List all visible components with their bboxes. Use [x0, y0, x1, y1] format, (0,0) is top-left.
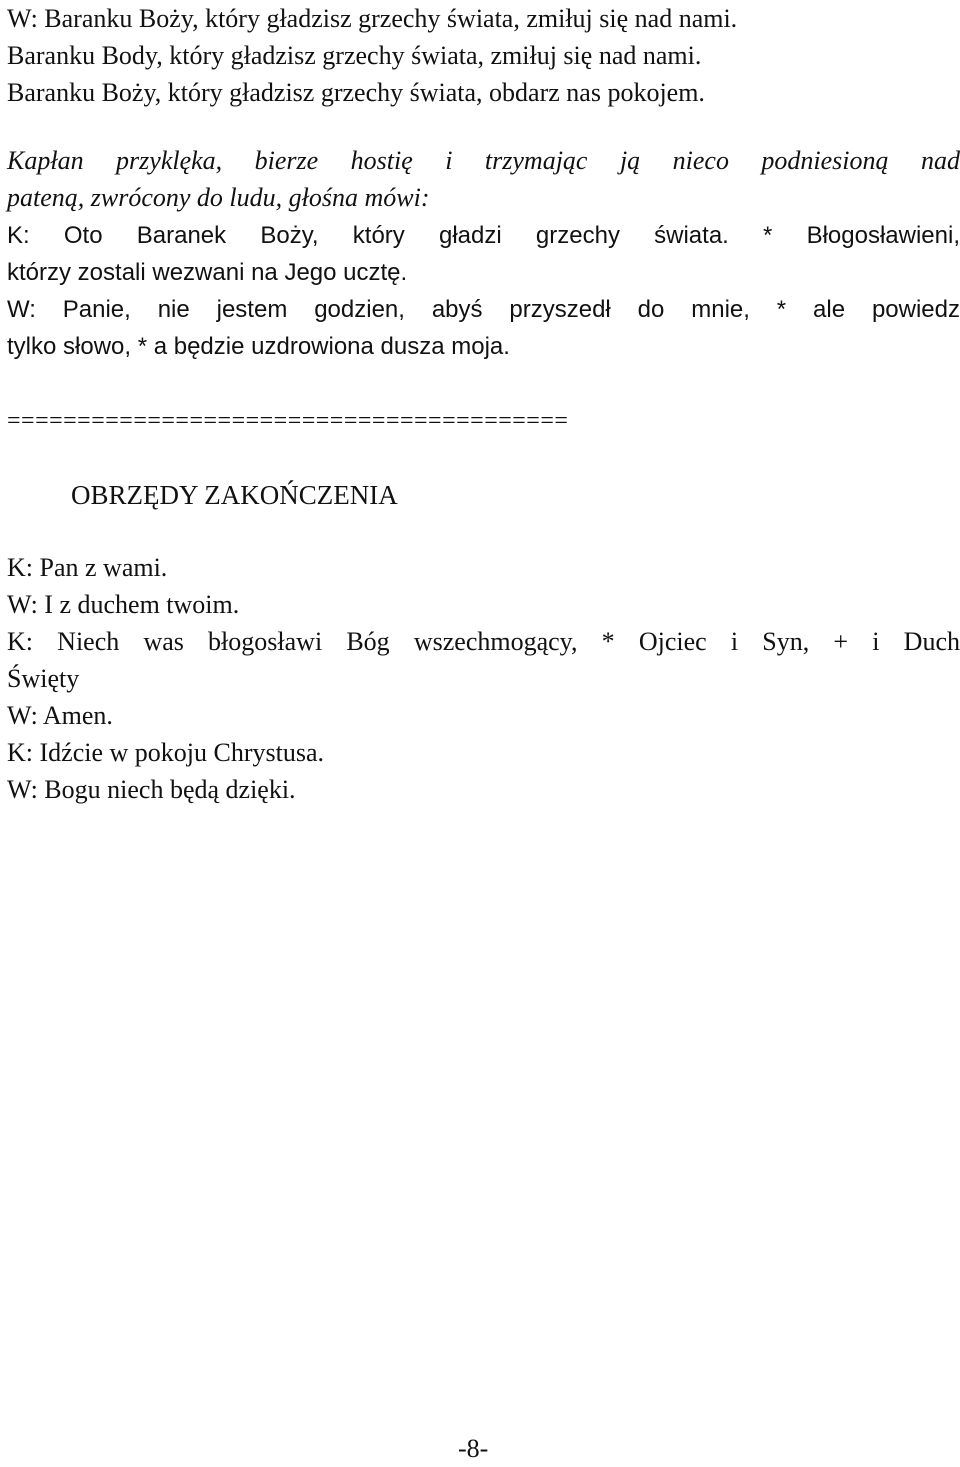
concluding-line-2: W: I z duchem twoim. [7, 590, 240, 619]
concluding-line-7: W: Bogu niech będą dzięki. [7, 775, 296, 804]
rubric-block [7, 142, 960, 216]
section-separator: ======================================== [7, 408, 569, 434]
ecce-line-2: którzy zostali wezwani na Jego ucztę. [7, 259, 408, 286]
agnus-dei-line-2: Baranku Body, który gładzisz grzechy świata, zmiłuj się nad nami. [7, 41, 702, 70]
agnus-dei-line-3: Baranku Boży, który gładzisz grzechy świata, obdarz nas pokojem. [7, 78, 705, 107]
concluding-line-5: W: Amen. [7, 701, 113, 730]
ecce-line-4: tylko słowo, * a będzie uzdrowiona dusza moja. [7, 333, 510, 360]
concluding-rites-block [7, 549, 960, 808]
concluding-line-4: Święty [7, 664, 80, 693]
rubric-line-2: pateną, zwrócony do ludu, głośna mówi: [7, 183, 430, 212]
concluding-line-1: K: Pan z wami. [7, 553, 168, 582]
section-heading: OBRZĘDY ZAKOŃCZENIA [71, 480, 398, 510]
page-number: -8- [458, 1434, 489, 1463]
agnus-dei-block [7, 0, 737, 111]
concluding-line-3: K: Niech was błogosławi Bóg wszechmogący, * Ojciec i Syn, + i Duch [7, 627, 960, 656]
concluding-line-6: K: Idźcie w pokoju Chrystusa. [7, 738, 325, 767]
ecce-agnus-block [7, 217, 960, 365]
ecce-line-1: K: Oto Baranek Boży, który gładzi grzechy świata. * Błogosławieni, [7, 222, 960, 249]
agnus-dei-line-1: W: Baranku Boży, który gładzisz grzechy świata, zmiłuj się nad nami. [7, 4, 738, 33]
ecce-line-3: W: Panie, nie jestem godzien, abyś przyszedł do mnie, * ale powiedz [7, 296, 960, 323]
rubric-line-1: Kapłan przyklęka, bierze hostię i trzymając ją nieco podniesioną nad [7, 146, 960, 175]
